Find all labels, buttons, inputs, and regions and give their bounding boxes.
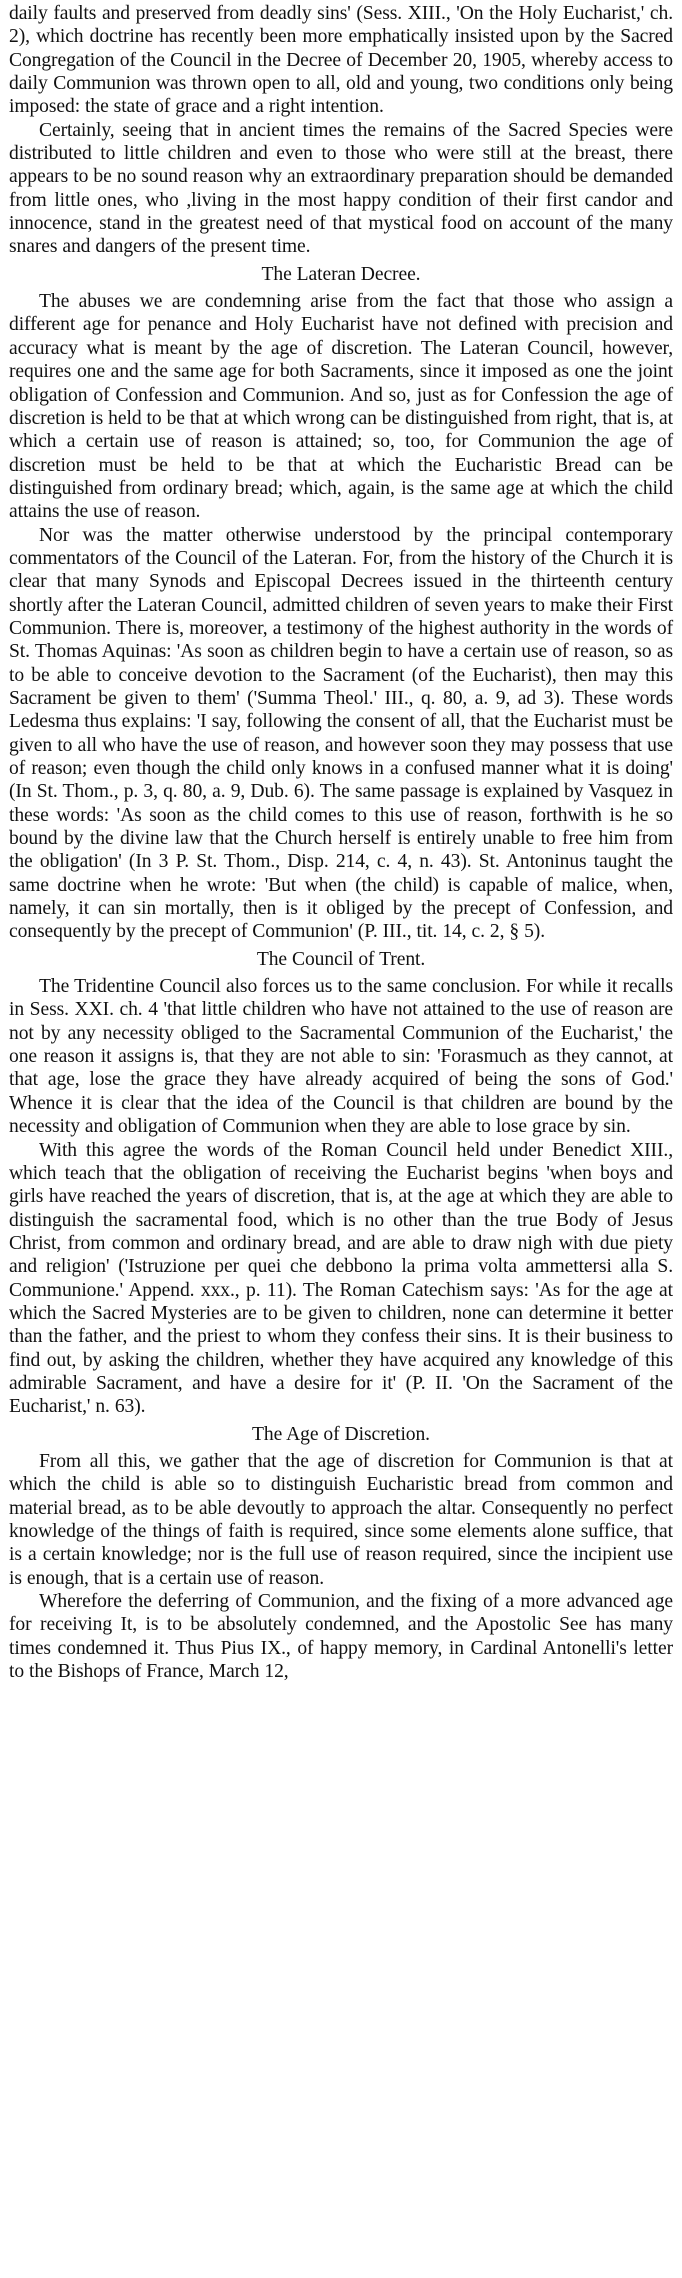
- paragraph-sacred-species-children: Certainly, seeing that in ancient times the remains of the Sacred Species were distributed to little children and even to those who were still at the breast, there appears to be no sound reason why an extraordinary preparation should be demanded from little ones, who ,living in the most happy condition of their first candor and innocence, stand in the greatest need of that mystical food on account of the many snares and dangers of the present time.: [9, 119, 673, 258]
- paragraph-sacred-congregation-decree: daily faults and preserved from deadly sins' (Sess. XIII., 'On the Holy Eucharist,' ch. 2), which doctrine has recently been more emphatically insisted upon by the Sacred Congregation of the Council in the Decree of December 20, 1905, whereby access to daily Communion was thrown open to all, old and young, two conditions only being imposed: the state of grace and a right intention.: [9, 3, 673, 118]
- paragraph-roman-council: With this agree the words of the Roman Council held under Benedict XIII., which teach that the obligation of receiving the Eucharist begins 'when boys and girls have reached the years of discretion, that is, at the age at which they are able to distinguish the sacramental food, which is no other than the true Body of Jesus Christ, from common and ordinary bread, and are able to draw nigh with due piety and religion' ('Istruzione per quei che debbono la prima volta ammettersi alla S. Communione.' Append. xxx., p. 11). The Roman Catechism says: 'As for the age at which the Sacred Mysteries are to be given to children, none can determine it better than the father, and the priest to whom they confess their sins. It is their business to find out, by asking the children, whether they have acquired any knowledge of this admirable Sacrament, and have a desire for it' (P. II. 'On the Sacrament of the Eucharist,' n. 63).: [9, 1139, 673, 1418]
- paragraph-contemporary-commentators: Nor was the matter otherwise understood by the principal contemporary commentators of the Council of the Lateran. For, from the history of the Church it is clear that many Synods and Episcopal Decrees issued in the thirteenth century shortly after the Lateran Council, admitted children of seven years to make their First Communion. There is, moreover, a testimony of the highest authority in the words of St. Thomas Aquinas: 'As soon as children begin to have a certain use of reason, so as to be able to conceive devotion to the Sacrament (of the Eucharist), then may this Sacrament be given to them' ('Summa Theol.' III., q. 80, a. 9, ad 3). These words Ledesma thus explains: 'I say, following the consent of all, that the Eucharist must be given to all who have the use of reason, and however soon they may possess that use of reason; even though the child only knows in a confused manner what it is doing' (In St. Thom., p. 3, q. 80, a. 9, Dub. 6). The same passage is explained by Vasquez in these words: 'As soon as the child comes to this use of reason, forthwith is he so bound by the divine law that the Church herself is entirely unable to free him from the obligation' (In 3 P. St. Thom., Disp. 214, c. 4, n. 43). St. Antoninus taught the same doctrine when he wrote: 'But when (the child) is capable of malice, when, namely, it can sin mortally, then is it obliged by the precept of Confession, and consequently by the precept of Communion' (P. III., tit. 14, c. 2, § 5).: [9, 524, 673, 943]
- paragraph-deferring-communion: Wherefore the deferring of Communion, and the fixing of a more advanced age for receiving It, is to be absolutely condemned, and the Apostolic See has many times condemned it. Thus Pius IX., of happy memory, in Cardinal Antonelli's letter to the Bishops of France, March 12,: [9, 1591, 673, 1683]
- paragraph-abuses-condemned: The abuses we are condemning arise from the fact that those who assign a different age for penance and Holy Eucharist have not defined with precision and accuracy what is meant by the age of discretion. The Lateran Council, however, requires one and the same age for both Sacraments, since it imposed as one the joint obligation of Confession and Communion. And so, just as for Confession the age of discretion is held to be that at which wrong can be distinguished from right, that is, at which a certain use of reason is attained; so, too, for Communion the age of discretion must be held to be that at which the Eucharistic Bread can be distinguished from ordinary bread; which, again, is the same age at which the child attains the use of reason.: [9, 291, 673, 523]
- section-heading-council-of-trent: The Council of Trent.: [256, 948, 426, 970]
- paragraph-tridentine-council: The Tridentine Council also forces us to the same conclusion. For while it recalls in Sess. XXI. ch. 4 'that little children who have not attained to the use of reason are not by any necessity obliged to the Sacramental Communion of the Eucharist,' the one reason it assigns is, that they are not able to sin: 'Forasmuch as they cannot, at that age, lose the grace they have already acquired of being the sons of God.' Whence it is clear that the idea of the Council is that children are bound by the necessity and obligation of Communion when they are able to lose grace by sin.: [9, 976, 673, 1138]
- section-heading-age-of-discretion: The Age of Discretion.: [252, 1423, 430, 1445]
- section-heading-lateran-decree: The Lateran Decree.: [261, 263, 421, 285]
- paragraph-age-of-discretion: From all this, we gather that the age of discretion for Communion is that at which the child is able so to distinguish Eucharistic bread from common and material bread, as to be able devoutly to approach the altar. Consequently no perfect knowledge of the things of faith is required, since some elements alone suffice, that is a certain knowledge; nor is the full use of reason required, since the incipient use is enough, that is a certain use of reason.: [9, 1450, 673, 1589]
